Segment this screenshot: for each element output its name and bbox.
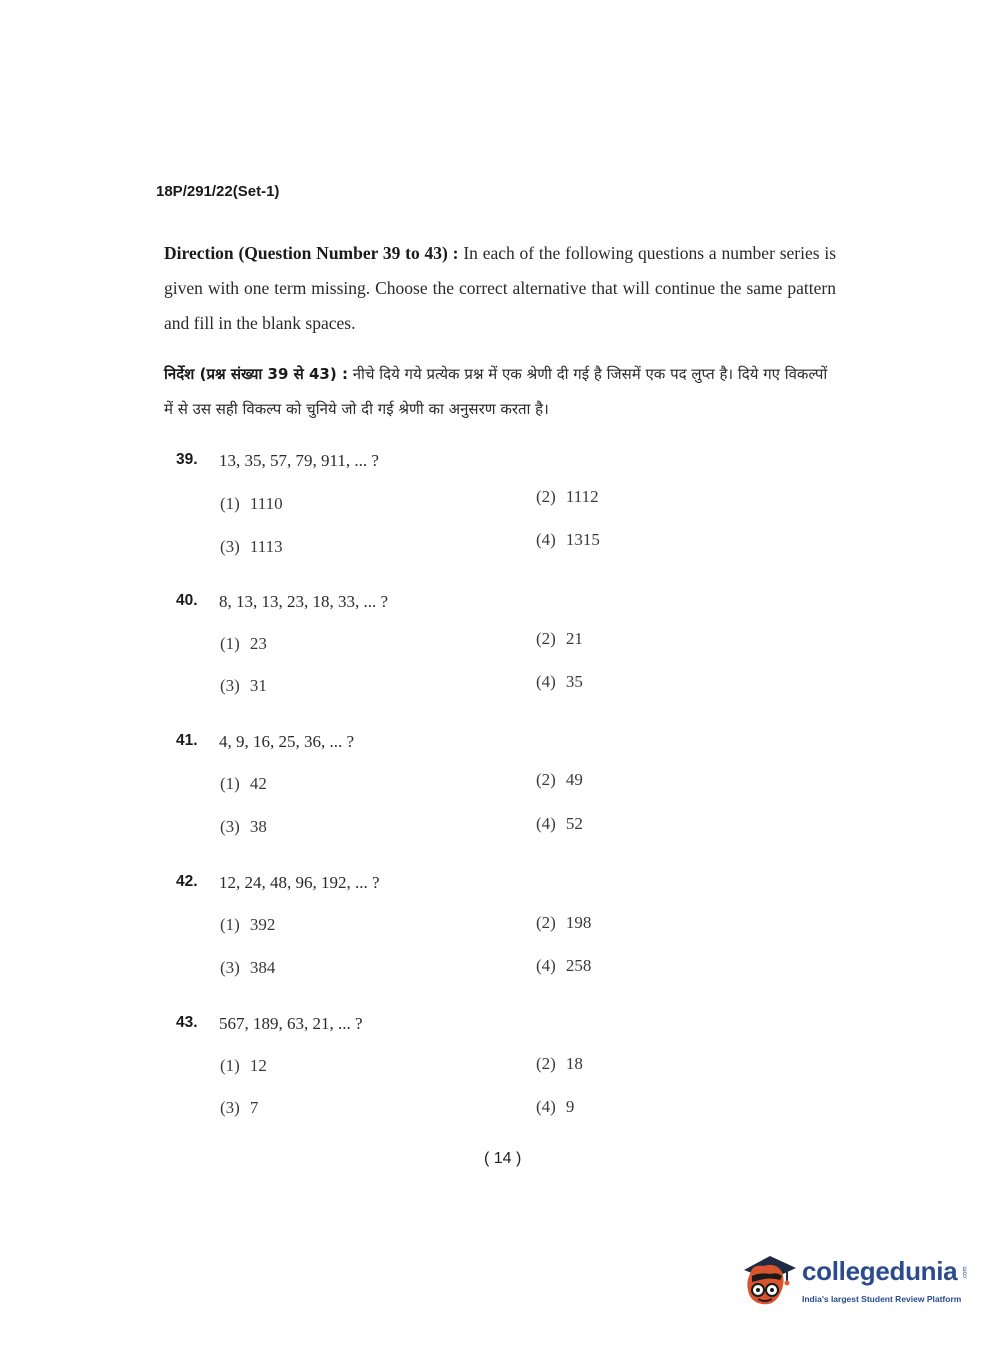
question-39	[176, 451, 696, 556]
direction-hindi	[164, 357, 836, 427]
paper-code: 18P/291/22(Set-1)	[156, 183, 280, 200]
option-1[interactable]	[220, 634, 267, 654]
option-value: 35	[565, 672, 583, 691]
question-43	[176, 1014, 696, 1117]
option-label: (1)	[220, 774, 240, 793]
question-number: 40.	[176, 592, 198, 609]
option-label: (1)	[220, 1056, 240, 1075]
question-text: 13, 35, 57, 79, 911, ... ?	[219, 451, 379, 470]
page-number: ( 14 )	[484, 1150, 522, 1167]
question-text: 567, 189, 63, 21, ... ?	[219, 1014, 363, 1033]
question-text: 12, 24, 48, 96, 192, ... ?	[219, 873, 380, 892]
direction-hindi-label: निर्देश (प्रश्न संख्या 39 से 43) :	[164, 365, 348, 383]
option-value: 392	[249, 915, 276, 934]
option-label: (4)	[536, 814, 556, 833]
question-41	[176, 732, 696, 836]
collegedunia-watermark	[740, 1248, 970, 1312]
question-text: 8, 13, 13, 23, 18, 33, ... ?	[219, 592, 389, 611]
option-label: (2)	[536, 913, 556, 932]
option-label: (3)	[220, 676, 240, 695]
option-2[interactable]	[536, 629, 583, 649]
option-value: 1113	[249, 537, 283, 556]
option-label: (1)	[220, 494, 240, 513]
option-label: (3)	[220, 1098, 240, 1117]
option-1[interactable]	[220, 774, 267, 794]
option-value: 7	[249, 1098, 259, 1117]
option-2[interactable]	[536, 487, 599, 507]
question-number: 39.	[176, 451, 198, 468]
option-value: 49	[565, 770, 583, 789]
option-2[interactable]	[536, 770, 583, 790]
option-value: 198	[565, 913, 592, 932]
option-3[interactable]	[220, 537, 283, 557]
option-1[interactable]	[220, 494, 283, 514]
option-label: (4)	[536, 530, 556, 549]
direction-hindi-text: नीचे दिये गये प्रत्येक प्रश्न में एक श्रेणी दी गई है जिसमें एक पद लुप्त है। दिये गए विकल्पों में से उस सही विकल्प को चुनिये जो दी गई श्रेणी का अनुसरण करता है।	[164, 365, 828, 418]
direction-english	[164, 236, 836, 341]
option-value: 1110	[249, 494, 283, 513]
option-3[interactable]	[220, 1098, 258, 1118]
option-label: (3)	[220, 537, 240, 556]
option-4[interactable]	[536, 814, 583, 834]
direction-english-label: Direction (Question Number 39 to 43) :	[164, 243, 459, 263]
option-2[interactable]	[536, 913, 591, 933]
option-value: 12	[249, 1056, 267, 1075]
option-2[interactable]	[536, 1054, 583, 1074]
brand-name: collegedunia	[802, 1256, 958, 1286]
option-label: (3)	[220, 958, 240, 977]
option-label: (1)	[220, 634, 240, 653]
question-number: 41.	[176, 732, 198, 749]
question-number: 42.	[176, 873, 198, 890]
option-value: 52	[565, 814, 583, 833]
question-40	[176, 592, 696, 695]
option-1[interactable]	[220, 1056, 267, 1076]
option-1[interactable]	[220, 915, 275, 935]
option-3[interactable]	[220, 817, 267, 837]
student-mascot-icon	[740, 1252, 798, 1310]
brand-tagline: India's largest Student Review Platform	[802, 1294, 962, 1304]
option-4[interactable]	[536, 530, 600, 550]
option-label: (2)	[536, 629, 556, 648]
option-label: (4)	[536, 672, 556, 691]
option-3[interactable]	[220, 958, 275, 978]
option-4[interactable]	[536, 1097, 574, 1117]
option-value: 384	[249, 958, 276, 977]
option-label: (2)	[536, 487, 556, 506]
option-value: 42	[249, 774, 267, 793]
option-value: 18	[565, 1054, 583, 1073]
option-label: (1)	[220, 915, 240, 934]
option-3[interactable]	[220, 676, 267, 696]
brand-domain: .com	[962, 1266, 969, 1280]
option-4[interactable]	[536, 956, 591, 976]
question-text: 4, 9, 16, 25, 36, ... ?	[219, 732, 355, 751]
question-number: 43.	[176, 1014, 198, 1031]
option-value: 1112	[565, 487, 599, 506]
option-value: 31	[249, 676, 267, 695]
option-value: 258	[565, 956, 592, 975]
option-value: 9	[565, 1097, 575, 1116]
option-label: (4)	[536, 956, 556, 975]
question-42	[176, 873, 696, 977]
option-label: (2)	[536, 770, 556, 789]
option-4[interactable]	[536, 672, 583, 692]
direction-english-text: In each of the following questions a number series is given with one term missing. Choose the correct alternative that will continue the same pattern and fill in the blank spaces.	[164, 243, 837, 333]
option-label: (4)	[536, 1097, 556, 1116]
option-value: 23	[249, 634, 267, 653]
option-label: (3)	[220, 817, 240, 836]
option-value: 21	[565, 629, 583, 648]
option-value: 38	[249, 817, 267, 836]
option-value: 1315	[565, 530, 600, 549]
option-label: (2)	[536, 1054, 556, 1073]
